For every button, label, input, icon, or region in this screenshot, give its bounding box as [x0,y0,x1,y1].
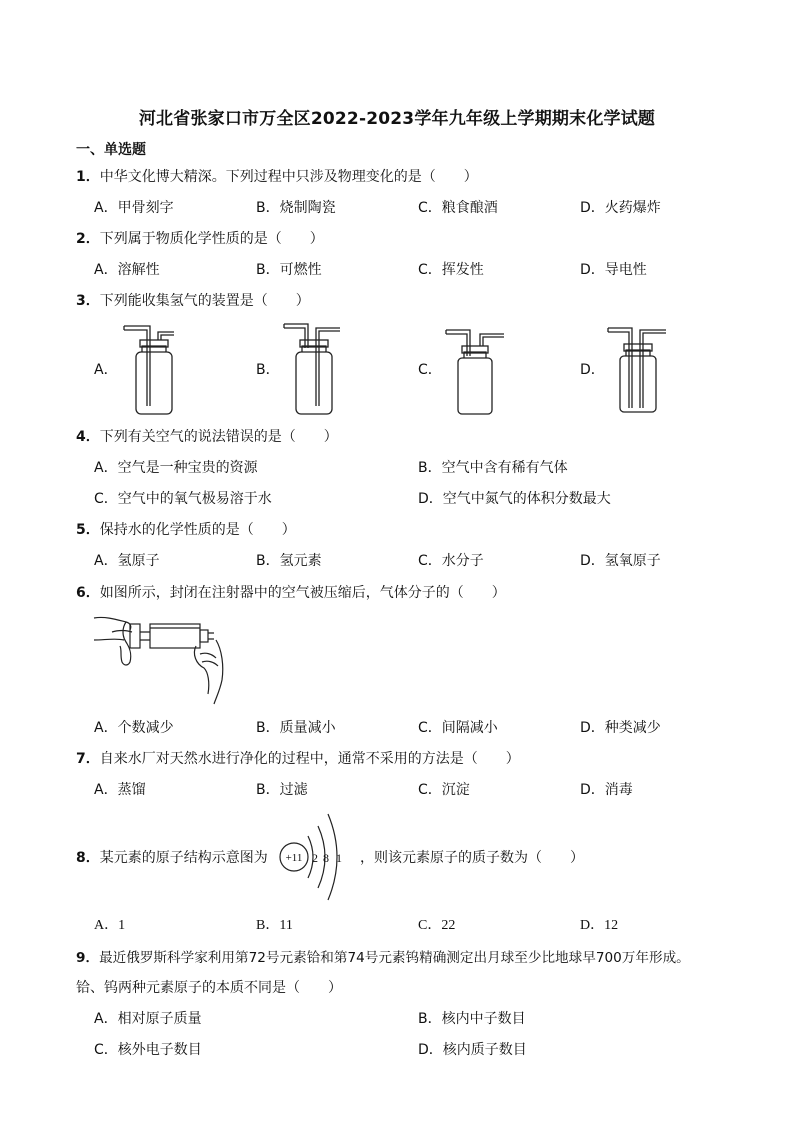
option-d: D．火药爆炸 [580,200,661,216]
question-2 [76,228,324,248]
option-a: A．个数减少 [94,720,174,736]
question-stem: 自来水厂对天然水进行净化的过程中，通常不采用的方法是（ ） [99,751,520,767]
question-4 [76,426,338,446]
option-b: B．氢元素 [256,553,322,569]
option-d: D． [580,362,605,378]
option-b: B．质量减小 [256,720,336,736]
option-b: B．空气中含有稀有气体 [418,460,568,476]
question-9-line-2 [76,977,342,997]
option-d: D．种类减少 [580,720,661,736]
option-d: D．核内质子数目 [418,1042,527,1058]
question-5 [76,519,296,539]
option-a: A．1 [94,918,126,933]
option-a: A．相对原子质量 [94,1011,202,1027]
question-7 [76,748,520,768]
option-d: D．氢氧原子 [580,553,661,569]
option-c: C．沉淀 [418,782,470,798]
option-b: B． [256,362,280,378]
gas-bottle-b-icon [280,318,350,418]
question-stem: 最近俄罗斯科学家利用第72号元素铪和第74号元素钨精确测定出月球至少比地球早700万年形成。 [99,950,690,966]
question-stem-before: 某元素的原子结构示意图为 [99,850,268,866]
question-9 [76,946,690,966]
option-a: A．氢原子 [94,553,160,569]
atom-shell-3-label: 1 [336,851,342,865]
option-d: D．消毒 [580,782,633,798]
atom-structure-diagram [278,808,358,902]
question-number: 5． [76,522,100,538]
question-stem: 如图所示，封闭在注射器中的空气被压缩后，气体分子的（ ） [99,585,506,601]
question-8-continued [360,847,584,867]
question-number: 1． [76,169,100,185]
question-number: 2． [76,231,100,247]
syringe-hand-icon [92,610,232,705]
option-b: B．核内中子数目 [418,1011,526,1027]
option-d: D．导电性 [580,262,647,278]
gas-bottle-a-icon [118,318,188,418]
question-stem: 下列能收集氢气的装置是（ ） [99,293,310,309]
question-stem-after: ，则该元素原子的质子数为（ ） [360,850,584,866]
question-stem-line-2: 铪、钨两种元素原子的本质不同是（ ） [76,980,342,996]
question-number: 7． [76,751,100,767]
section-heading: 一、单选题 [76,142,146,158]
option-a: A．空气是一种宝贵的资源 [94,460,258,476]
page-title: 河北省张家口市万全区2022-2023学年九年级上学期期末化学试题 [138,109,656,129]
option-a: A．溶解性 [94,262,160,278]
option-c: C．水分子 [418,553,484,569]
question-stem: 保持水的化学性质的是（ ） [99,522,296,538]
option-c: C．22 [418,918,456,933]
question-3 [76,290,310,310]
question-8 [76,847,268,867]
gas-bottle-d-icon [604,322,674,422]
option-b: B．可燃性 [256,262,322,278]
question-number: 8． [76,850,100,866]
option-d: D．空气中氮气的体积分数最大 [418,491,611,507]
atom-shell-2-label: 8 [323,851,329,865]
option-b: B．烧制陶瓷 [256,200,336,216]
option-c: C． [418,362,442,378]
option-a: A． [94,362,118,378]
gas-bottle-c-icon [440,326,510,421]
option-c: C．粮食酿酒 [418,200,498,216]
question-1 [76,166,478,186]
question-6 [76,582,506,602]
option-c: C．核外电子数目 [94,1042,202,1058]
question-number: 6． [76,585,100,601]
option-b: B．过滤 [256,782,308,798]
question-number: 9． [76,950,100,966]
option-c: C．间隔减小 [418,720,498,736]
option-a: A．蒸馏 [94,782,146,798]
question-stem: 中华文化博大精深。下列过程中只涉及物理变化的是（ ） [99,169,478,185]
option-b: B．11 [256,918,293,933]
option-c: C．空气中的氧气极易溶于水 [94,491,272,507]
option-a: A．甲骨刻字 [94,200,174,216]
option-d: D．12 [580,918,619,933]
atom-nucleus-label: +11 [285,852,303,864]
question-number: 4． [76,429,100,445]
question-stem: 下列属于物质化学性质的是（ ） [99,231,324,247]
atom-shell-1-label: 2 [312,851,318,865]
option-c: C．挥发性 [418,262,484,278]
question-stem: 下列有关空气的说法错误的是（ ） [99,429,338,445]
question-number: 3． [76,293,100,309]
